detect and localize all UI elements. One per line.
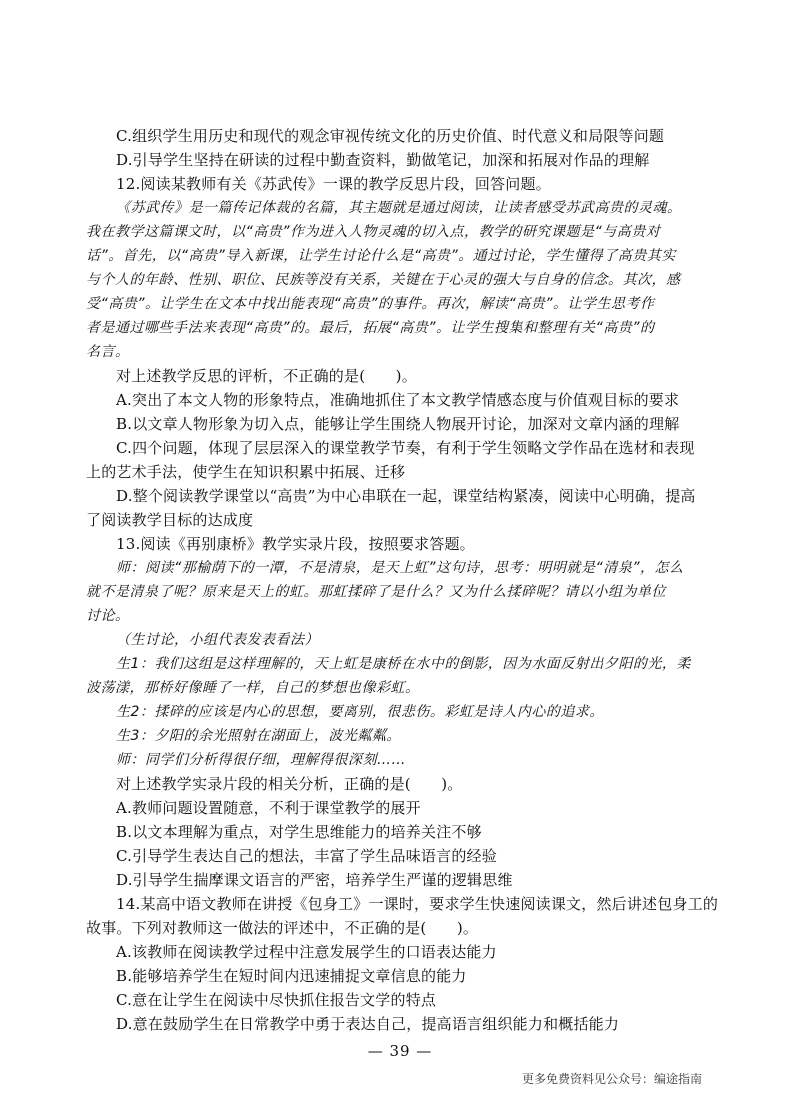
page-number: — 39 —: [367, 1042, 433, 1060]
text-line: C.四个问题，体现了层层深入的课堂教学节奏，有利于学生领略文学作品在选材和表现: [116, 439, 695, 457]
text-line: D.引导学生揣摩课文语言的严密，培养学生严谨的逻辑思维: [116, 871, 513, 889]
text-line: 讨论。: [86, 608, 130, 624]
text-line: 话”。首先，以“高贵”导入新课，让学生讨论什么是“高贵”。通过讨论，学生懂得了高贵其实: [86, 248, 676, 264]
text-line: D.引导学生坚持在研读的过程中勤查资料，勤做笔记，加深和拓展对作品的理解: [116, 151, 650, 169]
text-line: 对上述教学实录片段的相关分析，正确的是( )。: [116, 775, 463, 793]
text-line: A.教师问题设置随意，不利于课堂教学的展开: [116, 799, 421, 817]
text-line: C.意在让学生在阅读中尽快抓住报告文学的特点: [116, 991, 437, 1009]
page-body: [86, 124, 718, 1036]
text-line: 《苏武传》是一篇传记体裁的名篇，其主题就是通过阅读，让读者感受苏武高贵的灵魂。: [116, 200, 682, 216]
text-line: 12.阅读某教师有关《苏武传》一课的教学反思片段，回答问题。: [116, 175, 551, 193]
text-line: 者是通过哪些手法来表现“高贵”的。最后，拓展“高贵”。让学生搜集和整理有关“高贵”的: [86, 320, 655, 336]
text-line: A.该教师在阅读教学过程中注意发展学生的口语表达能力: [116, 943, 497, 961]
text-line: 与个人的年龄、性别、职位、民族等没有关系，关键在于心灵的强大与自身的信念。其次，感: [86, 272, 681, 288]
text-line: 师：同学们分析得很仔细，理解得很深刻……: [116, 752, 406, 768]
text-line: （生讨论，小组代表发表看法）: [116, 632, 319, 648]
text-line: 师：阅读“那榆荫下的一潭，不是清泉，是天上虹”这句诗，思考：明明就是“清泉”，怎么: [116, 560, 684, 576]
footer-note: 更多免费资料见公众号：编途指南: [521, 1072, 702, 1086]
text-line: 了阅读教学目标的达成度: [86, 511, 254, 529]
text-line: 对上述教学反思的评析，不正确的是( )。: [116, 367, 417, 385]
text-line: D.整个阅读教学课堂以“高贵”为中心串联在一起，课堂结构紧凑，阅读中心明确，提高: [116, 487, 696, 505]
text-line: D.意在鼓励学生在日常教学中勇于表达自己，提高语言组织能力和概括能力: [116, 1015, 620, 1033]
text-line: 就不是清泉了呢？原来是天上的虹。那虹揉碎了是什么？又为什么揉碎呢？请以小组为单位: [86, 584, 666, 600]
text-line: 我在教学这篇课文时，以“高贵”作为进入人物灵魂的切入点，教学的研究课题是“与高贵对: [86, 224, 661, 240]
text-line: 故事。下列对教师这一做法的评述中，不正确的是( )。: [86, 919, 479, 937]
text-line: B.以文本理解为重点，对学生思维能力的培养关注不够: [116, 823, 482, 841]
text-line: 生3：夕阳的余光照射在湖面上，波光粼粼。: [116, 728, 401, 744]
text-line: B.能够培养学生在短时间内迅速捕捉文章信息的能力: [116, 967, 467, 985]
text-line: 生2：揉碎的应该是内心的思想，要离别，很悲伤。彩虹是诗人内心的追求。: [116, 704, 604, 720]
text-line: 14.某高中语文教师在讲授《包身工》一课时，要求学生快速阅读课文，然后讲述包身工的: [116, 895, 718, 913]
text-line: 生1：我们这组是这样理解的，天上虹是康桥在水中的倒影，因为水面反射出夕阳的光，柔: [116, 656, 691, 672]
text-line: 受“高贵”。让学生在文本中找出能表现“高贵”的事件。再次，解读“高贵”。让学生思考作: [86, 296, 655, 312]
text-line: 波荡漾，那桥好像睡了一样，自己的梦想也像彩虹。: [86, 680, 420, 696]
text-line: 上的艺术手法，使学生在知识积累中拓展、迁移: [86, 463, 406, 481]
text-line: A.突出了本文人物的形象特点，准确地抓住了本文教学情感态度与价值观目标的要求: [116, 391, 680, 409]
text-line: 13.阅读《再别康桥》教学实录片段，按照要求答题。: [116, 535, 475, 553]
text-line: C.引导学生表达自己的想法，丰富了学生品味语言的经验: [116, 847, 497, 865]
text-line: B.以文章人物形象为切入点，能够让学生围绕人物展开讨论，加深对文章内涵的理解: [116, 415, 680, 433]
text-line: 名言。: [86, 344, 130, 360]
text-line: C.组织学生用历史和现代的观念审视传统文化的历史价值、时代意义和局限等问题: [116, 127, 665, 145]
